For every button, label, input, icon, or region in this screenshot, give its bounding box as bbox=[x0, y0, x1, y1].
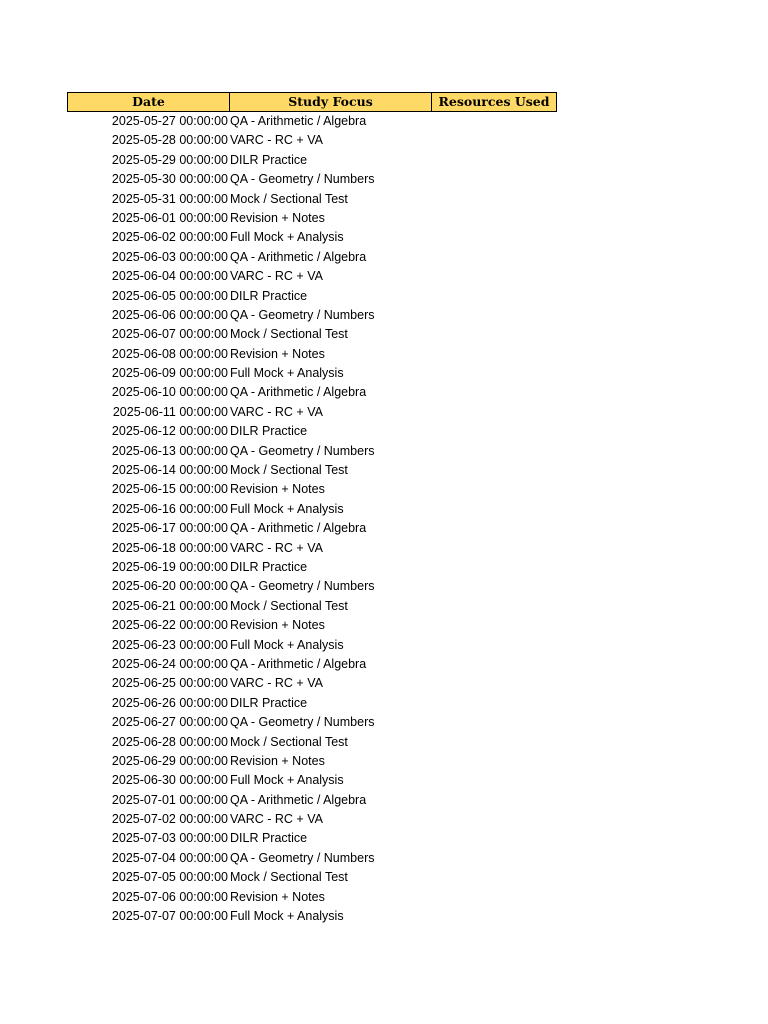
date-cell: 2025-05-28 00:00:00 bbox=[111, 133, 228, 148]
resources-used-cell bbox=[431, 190, 555, 209]
date-cell: 2025-06-12 00:00:00 bbox=[111, 424, 228, 439]
resources-used-cell bbox=[431, 674, 555, 693]
table-row bbox=[67, 461, 557, 480]
resources-used-cell bbox=[431, 616, 555, 635]
study-focus-cell: VARC - RC + VA bbox=[230, 269, 323, 284]
study-focus-cell: Full Mock + Analysis bbox=[230, 366, 344, 381]
resources-used-cell bbox=[431, 655, 555, 674]
study-focus-cell: Mock / Sectional Test bbox=[230, 327, 348, 342]
study-focus-cell: QA - Geometry / Numbers bbox=[230, 579, 375, 594]
resources-used-cell bbox=[431, 151, 555, 170]
resources-used-cell bbox=[431, 306, 555, 325]
resources-used-cell bbox=[431, 403, 555, 422]
table-body bbox=[67, 112, 557, 926]
resources-used-cell bbox=[431, 636, 555, 655]
table-row bbox=[67, 888, 557, 907]
resources-used-cell bbox=[431, 791, 555, 810]
resources-used-cell bbox=[431, 752, 555, 771]
resources-used-cell bbox=[431, 480, 555, 499]
date-cell: 2025-06-15 00:00:00 bbox=[111, 482, 228, 497]
table-row bbox=[67, 810, 557, 829]
resources-used-cell bbox=[431, 849, 555, 868]
study-focus-cell: Revision + Notes bbox=[230, 210, 325, 225]
date-cell: 2025-06-02 00:00:00 bbox=[111, 230, 228, 245]
study-focus-cell: Mock / Sectional Test bbox=[230, 191, 348, 206]
resources-used-cell bbox=[431, 907, 555, 926]
date-cell: 2025-06-18 00:00:00 bbox=[111, 540, 228, 555]
date-cell: 2025-06-10 00:00:00 bbox=[111, 385, 228, 400]
table-row bbox=[67, 287, 557, 306]
date-cell: 2025-06-04 00:00:00 bbox=[111, 269, 228, 284]
date-cell: 2025-06-24 00:00:00 bbox=[111, 656, 228, 671]
resources-used-cell bbox=[431, 461, 555, 480]
resources-used-cell bbox=[431, 442, 555, 461]
resources-used-cell bbox=[431, 422, 555, 441]
date-cell: 2025-07-05 00:00:00 bbox=[111, 870, 228, 885]
table-row bbox=[67, 713, 557, 732]
study-focus-cell: QA - Geometry / Numbers bbox=[230, 850, 375, 865]
study-focus-cell: DILR Practice bbox=[230, 695, 308, 710]
header-resources-used: Resources Used bbox=[438, 94, 550, 109]
resources-used-cell bbox=[431, 519, 555, 538]
study-focus-cell: VARC - RC + VA bbox=[230, 676, 323, 691]
study-focus-cell: DILR Practice bbox=[230, 424, 308, 439]
table-row bbox=[67, 228, 557, 247]
study-focus-cell: Mock / Sectional Test bbox=[230, 734, 348, 749]
date-cell: 2025-06-14 00:00:00 bbox=[111, 463, 228, 478]
study-focus-cell: Mock / Sectional Test bbox=[230, 463, 348, 478]
table-row bbox=[67, 248, 557, 267]
date-cell: 2025-07-02 00:00:00 bbox=[111, 812, 228, 827]
table-row bbox=[67, 577, 557, 596]
date-cell: 2025-06-07 00:00:00 bbox=[111, 327, 228, 342]
date-cell: 2025-07-06 00:00:00 bbox=[111, 889, 228, 904]
study-focus-cell: QA - Geometry / Numbers bbox=[230, 307, 375, 322]
table-row bbox=[67, 616, 557, 635]
date-cell: 2025-06-26 00:00:00 bbox=[111, 695, 228, 710]
table-row bbox=[67, 655, 557, 674]
study-focus-cell: VARC - RC + VA bbox=[230, 404, 323, 419]
resources-used-cell bbox=[431, 694, 555, 713]
date-cell: 2025-06-19 00:00:00 bbox=[111, 559, 228, 574]
date-cell: 2025-06-17 00:00:00 bbox=[111, 521, 228, 536]
resources-used-cell bbox=[431, 131, 555, 150]
table-row bbox=[67, 849, 557, 868]
study-focus-cell: Full Mock + Analysis bbox=[230, 230, 344, 245]
date-cell: 2025-06-30 00:00:00 bbox=[111, 773, 228, 788]
resources-used-cell bbox=[431, 577, 555, 596]
resources-used-cell bbox=[431, 829, 555, 848]
resources-used-cell bbox=[431, 558, 555, 577]
resources-used-cell bbox=[431, 888, 555, 907]
study-focus-cell: QA - Arithmetic / Algebra bbox=[230, 792, 367, 807]
table-row bbox=[67, 868, 557, 887]
table-row bbox=[67, 442, 557, 461]
resources-used-cell bbox=[431, 868, 555, 887]
resources-used-cell bbox=[431, 112, 555, 131]
table-row bbox=[67, 131, 557, 150]
table-row bbox=[67, 190, 557, 209]
table-row bbox=[67, 597, 557, 616]
table-row bbox=[67, 364, 557, 383]
study-focus-cell: Revision + Notes bbox=[230, 889, 325, 904]
study-focus-cell: Revision + Notes bbox=[230, 753, 325, 768]
table-row bbox=[67, 267, 557, 286]
study-focus-cell: QA - Arithmetic / Algebra bbox=[230, 114, 367, 128]
table-row bbox=[67, 422, 557, 441]
table-row bbox=[67, 383, 557, 402]
resources-used-cell bbox=[431, 209, 555, 228]
resources-used-cell bbox=[431, 500, 555, 519]
date-cell: 2025-07-01 00:00:00 bbox=[111, 792, 228, 807]
table-row bbox=[67, 170, 557, 189]
table-row bbox=[67, 558, 557, 577]
resources-used-cell bbox=[431, 325, 555, 344]
date-cell: 2025-06-27 00:00:00 bbox=[111, 715, 228, 730]
date-cell: 2025-07-03 00:00:00 bbox=[111, 831, 228, 846]
study-focus-cell: QA - Geometry / Numbers bbox=[230, 715, 375, 730]
study-focus-cell: Revision + Notes bbox=[230, 482, 325, 497]
header-study-focus: Study Focus bbox=[230, 93, 432, 111]
resources-used-cell bbox=[431, 733, 555, 752]
table-row bbox=[67, 345, 557, 364]
resources-used-cell bbox=[431, 364, 555, 383]
table-row bbox=[67, 112, 557, 131]
date-cell: 2025-05-27 00:00:00 bbox=[111, 114, 228, 128]
date-cell: 2025-06-21 00:00:00 bbox=[111, 598, 228, 613]
date-cell: 2025-06-11 00:00:00 bbox=[112, 404, 228, 419]
date-cell: 2025-06-05 00:00:00 bbox=[111, 288, 228, 303]
study-focus-cell: VARC - RC + VA bbox=[230, 812, 323, 827]
study-focus-cell: Revision + Notes bbox=[230, 618, 325, 633]
date-cell: 2025-07-04 00:00:00 bbox=[111, 850, 228, 865]
date-cell: 2025-06-20 00:00:00 bbox=[111, 579, 228, 594]
study-focus-cell: Full Mock + Analysis bbox=[230, 637, 344, 652]
resources-used-cell bbox=[431, 539, 555, 558]
resources-used-cell bbox=[431, 228, 555, 247]
study-focus-cell: DILR Practice bbox=[230, 831, 308, 846]
table-header-row bbox=[67, 92, 557, 112]
resources-used-cell bbox=[431, 345, 555, 364]
study-focus-cell: Full Mock + Analysis bbox=[230, 501, 344, 516]
study-focus-cell: QA - Arithmetic / Algebra bbox=[230, 521, 367, 536]
table-row bbox=[67, 500, 557, 519]
table-row bbox=[67, 480, 557, 499]
study-focus-cell: QA - Arithmetic / Algebra bbox=[230, 249, 367, 264]
table-row bbox=[67, 306, 557, 325]
date-cell: 2025-05-30 00:00:00 bbox=[111, 172, 228, 187]
date-cell: 2025-06-06 00:00:00 bbox=[111, 307, 228, 322]
date-cell: 2025-06-13 00:00:00 bbox=[111, 443, 228, 458]
study-focus-cell: QA - Arithmetic / Algebra bbox=[230, 656, 367, 671]
study-focus-cell: QA - Geometry / Numbers bbox=[230, 172, 375, 187]
table-row bbox=[67, 519, 557, 538]
table-row bbox=[67, 151, 557, 170]
date-cell: 2025-06-09 00:00:00 bbox=[111, 366, 228, 381]
table-row bbox=[67, 325, 557, 344]
resources-used-cell bbox=[431, 383, 555, 402]
table-row bbox=[67, 752, 557, 771]
table-row bbox=[67, 209, 557, 228]
date-cell: 2025-06-28 00:00:00 bbox=[111, 734, 228, 749]
study-focus-cell: Revision + Notes bbox=[230, 346, 325, 361]
resources-used-cell bbox=[431, 287, 555, 306]
resources-used-cell bbox=[431, 597, 555, 616]
table-row bbox=[67, 636, 557, 655]
resources-used-cell bbox=[431, 713, 555, 732]
study-focus-cell: Mock / Sectional Test bbox=[230, 870, 348, 885]
date-cell: 2025-06-08 00:00:00 bbox=[111, 346, 228, 361]
date-cell: 2025-06-03 00:00:00 bbox=[111, 249, 228, 264]
date-cell: 2025-06-29 00:00:00 bbox=[111, 753, 228, 768]
table-row bbox=[67, 771, 557, 790]
study-focus-cell: Full Mock + Analysis bbox=[230, 909, 344, 924]
table-row bbox=[67, 694, 557, 713]
resources-used-cell bbox=[431, 170, 555, 189]
date-cell: 2025-05-29 00:00:00 bbox=[111, 152, 228, 167]
study-focus-cell: DILR Practice bbox=[230, 288, 308, 303]
resources-used-cell bbox=[431, 267, 555, 286]
date-cell: 2025-05-31 00:00:00 bbox=[111, 191, 228, 206]
study-focus-cell: DILR Practice bbox=[230, 152, 308, 167]
date-cell: 2025-06-25 00:00:00 bbox=[111, 676, 228, 691]
table-row bbox=[67, 907, 557, 926]
date-cell: 2025-07-07 00:00:00 bbox=[111, 909, 228, 924]
table-row bbox=[67, 403, 557, 422]
study-focus-cell: QA - Arithmetic / Algebra bbox=[230, 385, 367, 400]
resources-used-cell bbox=[431, 771, 555, 790]
resources-used-cell bbox=[431, 810, 555, 829]
table-row bbox=[67, 674, 557, 693]
table-row bbox=[67, 791, 557, 810]
date-cell: 2025-06-01 00:00:00 bbox=[111, 210, 228, 225]
study-focus-cell: VARC - RC + VA bbox=[230, 133, 323, 148]
study-focus-cell: QA - Geometry / Numbers bbox=[230, 443, 375, 458]
resources-used-cell bbox=[431, 248, 555, 267]
date-cell: 2025-06-22 00:00:00 bbox=[111, 618, 228, 633]
study-focus-cell: Mock / Sectional Test bbox=[230, 598, 348, 613]
study-focus-cell: VARC - RC + VA bbox=[230, 540, 323, 555]
study-plan-table bbox=[67, 92, 557, 926]
table-row bbox=[67, 733, 557, 752]
header-date: Date bbox=[68, 93, 230, 111]
table-row bbox=[67, 539, 557, 558]
date-cell: 2025-06-23 00:00:00 bbox=[111, 637, 228, 652]
study-focus-cell: Full Mock + Analysis bbox=[230, 773, 344, 788]
date-cell: 2025-06-16 00:00:00 bbox=[111, 501, 228, 516]
table-row bbox=[67, 829, 557, 848]
study-focus-cell: DILR Practice bbox=[230, 559, 308, 574]
